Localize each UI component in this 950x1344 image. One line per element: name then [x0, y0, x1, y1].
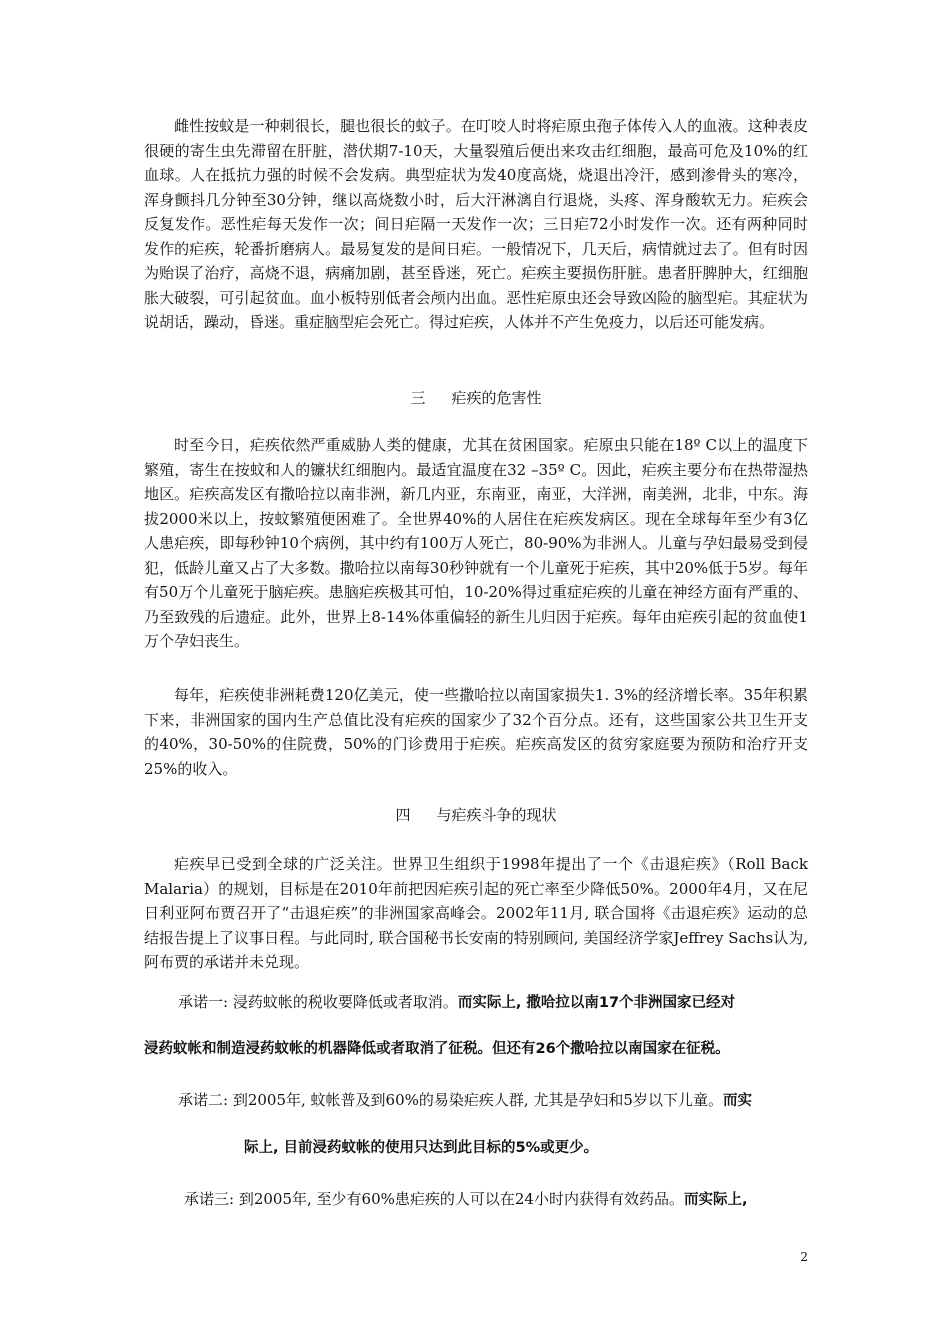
section-heading-4: [144, 803, 808, 827]
section-title: 疟疾的危害性: [451, 389, 542, 407]
section-number: 四: [395, 806, 411, 824]
paragraph-economic-cost: 每年，疟疾使非洲耗费120亿美元，使一些撒哈拉以南国家损失1. 3%的经济增长率。35年积累下来，非洲国家的国内生产总值比没有疟疾的国家少了32个百分点。还有，这些国家公共卫生开支的40%，30-50%的住院费，50%的门诊费用于疟疾。疟疾高发区的贫穷家庭要为预防和治疗开支25%的收入。: [144, 686, 808, 778]
promise-2-line-1: 承诺二: 到2005年, 蚊帐普及到60%的易染疟疾人群, 尤其是孕妇和5岁以下儿童。而实: [178, 1091, 752, 1109]
promise-3-line-1: 承诺三: 到2005年, 至少有60%患疟疾的人可以在24小时内获得有效药品。而实际上,: [184, 1190, 748, 1208]
paragraph-symptoms: 雌性按蚊是一种刺很长，腿也很长的蚊子。在叮咬人时将疟原虫孢子体传入人的血液。这种表皮很硬的寄生虫先滞留在肝脏，潜伏期7-10天，大量裂殖后便出来攻击红细胞，最高可危及10%的红血球。人在抵抗力强的时候不会发病。典型症状为发40度高烧，烧退出冷汗，感到渗骨头的寒冷，浑身颤抖几分钟至30分钟，继以高烧数小时，后大汗淋漓自行退烧，头疼、浑身酸软无力。疟疾会反复发作。恶性疟每天发作一次；间日疟隔一天发作一次；三日疟72小时发作一次。还有两种同时发作的疟疾，轮番折磨病人。最易复发的是间日疟。一般情况下，几天后，病情就过去了。但有时因为贻误了治疗，高烧不退，病痛加剧，甚至昏迷，死亡。疟疾主要损伤肝脏。患者肝脾肿大，红细胞胀大破裂，可引起贫血。血小板特别低者会颅内出血。恶性疟原虫还会导致凶险的脑型疟。其症状为说胡话，躁动，昏迷。重症脑型疟会死亡。得过疟疾，人体并不产生免疫力，以后还可能发病。: [144, 117, 808, 331]
promise-1-line-1: 承诺一: 浸药蚊帐的税收要降低或者取消。而实际上, 撒哈拉以南17个非洲国家已经对: [178, 993, 736, 1011]
promise-2-line-2: 际上, 目前浸药蚊帐的使用只达到此目标的5%或更少。: [244, 1140, 599, 1156]
section-number: 三: [410, 389, 426, 407]
section-title: 与疟疾斗争的现状: [436, 806, 557, 824]
page-number: 2: [800, 1250, 808, 1264]
paragraph-current-status: 疟疾早已受到全球的广泛关注。世界卫生组织于1998年提出了一个《击退疟疾》（Roll Back Malaria）的规划，目标是在2010年前把因疟疾引起的死亡率至少降低50%。2000年4月，又在尼日利亚阿布贾召开了“击退疟疾”的非洲国家高峰会。2002年11月, 联合国将《击退疟疾》运动的总结报告提上了议事日程。与此同时, 联合国秘书长安南的特别顾问, 美国经济学家Jeffrey Sachs认为, 阿布贾的承诺并未兑现。: [144, 855, 808, 971]
promise-1-line-2: 浸药蚊帐和制造浸药蚊帐的机器降低或者取消了征税。但还有26个撒哈拉以南国家在征税。: [144, 1041, 730, 1057]
paragraph-hazards: 时至今日，疟疾依然严重威胁人类的健康，尤其在贫困国家。疟原虫只能在18º C以上的温度下繁殖，寄生在按蚊和人的镰状红细胞内。最适宜温度在32 –35º C。因此，疟疾主要分布在热带湿热地区。疟疾高发区有撒哈拉以南非洲，新几内亚，东南亚，南亚，大洋洲，南美洲，北非，中东。海拔2000米以上，按蚊繁殖便困难了。全世界40%的人居住在疟疾发病区。现在全球每年至少有3亿人患疟疾，即每秒钟10个病例，其中约有100万人死亡，80-90%为非洲人。儿童与孕妇最易受到侵犯，低龄儿童又占了大多数。撒哈拉以南每30秒钟就有一个儿童死于疟疾，其中20%低于5岁。每年有50万个儿童死于脑疟疾。患脑疟疾极其可怕，10-20%得过重症疟疾的儿童在神经方面有严重的、乃至致残的后遗症。此外，世界上8-14%体重偏轻的新生儿归因于疟疾。每年由疟疾引起的贫血使1万个孕妇丧生。: [144, 436, 808, 650]
section-heading-3: [144, 386, 808, 410]
